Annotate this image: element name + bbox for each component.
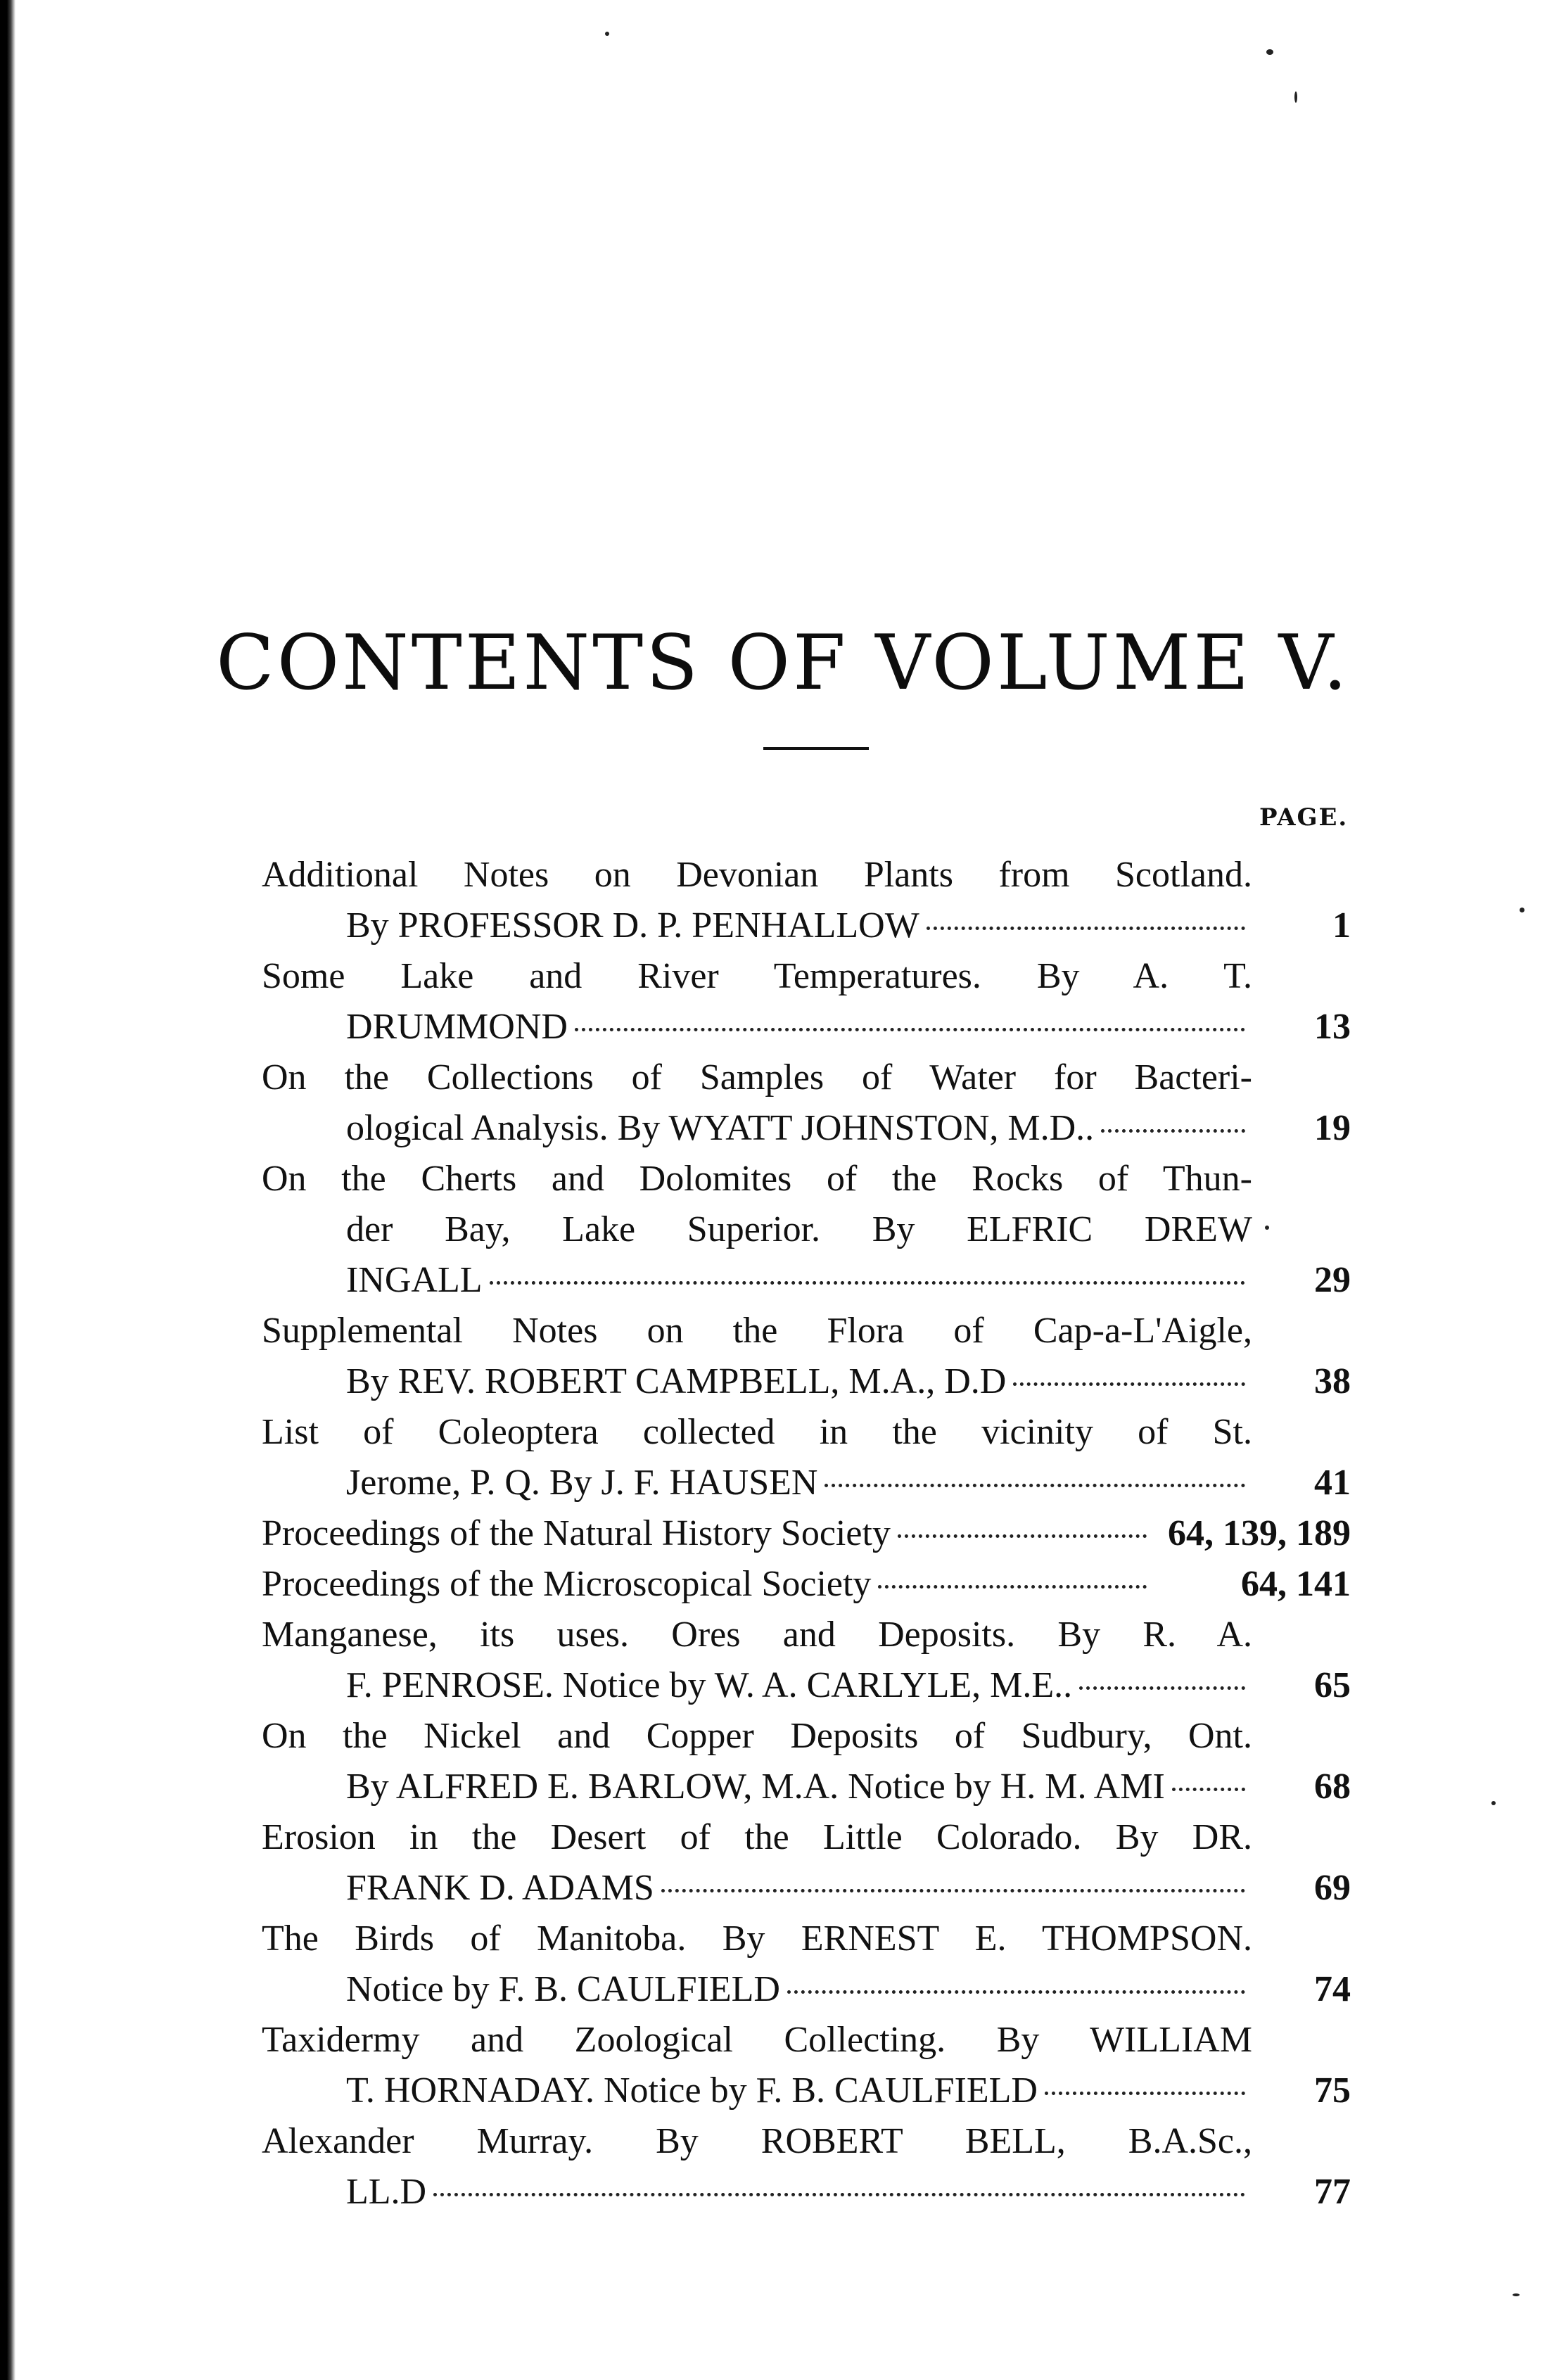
toc-line bbox=[262, 951, 1252, 1002]
toc-line-text: der Bay, Lake Superior. By ELFRIC DREW bbox=[346, 1209, 1252, 1249]
toc-entry bbox=[262, 1407, 1351, 1508]
toc-line bbox=[262, 1154, 1252, 1204]
toc-line bbox=[262, 1306, 1252, 1356]
toc-line bbox=[262, 1356, 1252, 1407]
toc-line-text: DRUMMOND bbox=[346, 1007, 568, 1047]
toc-line-text: Notice by F. B. CAULFIELD bbox=[346, 1969, 780, 2009]
toc-line bbox=[262, 1964, 1252, 2015]
toc-line bbox=[262, 1914, 1252, 1964]
toc-entry-text bbox=[262, 1306, 1266, 1407]
toc-line-text: Some Lake and River Temperatures. By A. T. bbox=[262, 956, 1252, 996]
print-speck bbox=[1491, 1801, 1496, 1805]
toc-entry-text bbox=[262, 1154, 1266, 1306]
dot-leader bbox=[787, 1990, 1245, 1994]
table-of-contents bbox=[262, 850, 1351, 2217]
toc-line-text: List of Coleoptera collected in the vicinity of St. bbox=[262, 1412, 1252, 1452]
toc-entry bbox=[262, 2015, 1351, 2116]
toc-line bbox=[262, 1458, 1252, 1508]
toc-line-text: Proceedings of the Microscopical Society bbox=[262, 1564, 872, 1604]
toc-entry-text bbox=[262, 1914, 1266, 2015]
toc-entry bbox=[262, 850, 1351, 951]
toc-line-text: Jerome, P. Q. By J. F. HAUSEN bbox=[346, 1463, 818, 1503]
toc-line bbox=[262, 1508, 1154, 1559]
toc-page-number: 77 bbox=[1314, 2172, 1351, 2212]
toc-line-text: On the Collections of Samples of Water for Bacteri- bbox=[262, 1057, 1252, 1097]
print-speck bbox=[605, 32, 609, 36]
dot-leader bbox=[1013, 1382, 1245, 1386]
dot-leader bbox=[1172, 1788, 1245, 1791]
toc-page-number: 64, 141 bbox=[1241, 1564, 1351, 1604]
toc-line-text: F. PENROSE. Notice by W. A. CARLYLE, M.E.. bbox=[346, 1665, 1073, 1705]
page-column-label: PAGE. bbox=[1259, 803, 1349, 832]
toc-page-number: 65 bbox=[1314, 1665, 1351, 1705]
toc-page-number: 69 bbox=[1314, 1868, 1351, 1908]
toc-entry bbox=[262, 1914, 1351, 2015]
toc-entry bbox=[262, 1154, 1351, 1306]
toc-line bbox=[262, 1812, 1252, 1863]
toc-line bbox=[262, 901, 1252, 951]
toc-line-text: Alexander Murray. By ROBERT BELL, B.A.Sc., bbox=[262, 2121, 1252, 2161]
toc-line-text: By REV. ROBERT CAMPBELL, M.A., D.D bbox=[346, 1361, 1007, 1401]
page-title: CONTENTS OF VOLUME V. bbox=[216, 619, 1350, 707]
toc-entry-text bbox=[262, 1610, 1266, 1711]
print-speck bbox=[1294, 91, 1297, 103]
toc-line-text: T. HORNADAY. Notice by F. B. CAULFIELD bbox=[346, 2070, 1038, 2111]
toc-line-text: Proceedings of the Natural History Society bbox=[262, 1513, 891, 1553]
toc-entry-text bbox=[262, 1508, 1168, 1559]
toc-page-number: 29 bbox=[1314, 1260, 1351, 1300]
toc-entry bbox=[262, 1610, 1351, 1711]
toc-line-text: Supplemental Notes on the Flora of Cap-a-L'Aigle, bbox=[262, 1311, 1252, 1351]
toc-line-text: ological Analysis. By WYATT JOHNSTON, M.D.. bbox=[346, 1108, 1095, 1148]
toc-line-text: LL.D bbox=[346, 2172, 427, 2212]
toc-entry-text bbox=[262, 951, 1266, 1052]
toc-line-text: Erosion in the Desert of the Little Colorado. By DR. bbox=[262, 1817, 1252, 1857]
page-binding-edge bbox=[0, 0, 15, 2380]
toc-entry bbox=[262, 1508, 1351, 1559]
toc-entry-text bbox=[262, 1812, 1266, 1914]
toc-page-number: 41 bbox=[1314, 1463, 1351, 1503]
toc-page-number: 1 bbox=[1332, 905, 1351, 946]
toc-page-number: 74 bbox=[1314, 1969, 1351, 2009]
toc-line-text: Additional Notes on Devonian Plants from Scotland. bbox=[262, 855, 1252, 895]
toc-line-text: FRANK D. ADAMS bbox=[346, 1868, 654, 1908]
print-speck bbox=[1513, 2293, 1520, 2296]
dot-leader bbox=[927, 927, 1245, 930]
dot-leader bbox=[575, 1028, 1245, 1031]
toc-line bbox=[262, 2015, 1252, 2066]
toc-line-text: On the Cherts and Dolomites of the Rocks of Thun- bbox=[262, 1159, 1252, 1199]
toc-line bbox=[262, 1002, 1252, 1052]
toc-entry-text bbox=[262, 2015, 1266, 2116]
print-speck bbox=[1520, 908, 1524, 912]
toc-page-number: 75 bbox=[1314, 2070, 1351, 2111]
toc-entry bbox=[262, 951, 1351, 1052]
toc-line bbox=[262, 1407, 1252, 1458]
dot-leader bbox=[661, 1889, 1245, 1892]
dot-leader bbox=[490, 1281, 1245, 1285]
toc-entry-text bbox=[262, 1559, 1168, 1610]
dot-leader bbox=[878, 1585, 1147, 1589]
toc-line bbox=[262, 1255, 1252, 1306]
toc-entry bbox=[262, 1559, 1351, 1610]
title-rule bbox=[763, 747, 869, 750]
toc-entry bbox=[262, 1052, 1351, 1154]
toc-line bbox=[262, 850, 1252, 901]
toc-line bbox=[262, 1762, 1252, 1812]
toc-entry bbox=[262, 2116, 1351, 2217]
toc-page-number: 68 bbox=[1314, 1767, 1351, 1807]
toc-line-text: The Birds of Manitoba. By ERNEST E. THOMPSON. bbox=[262, 1918, 1252, 1959]
toc-entry-text bbox=[262, 850, 1266, 951]
toc-page-number: 38 bbox=[1314, 1361, 1351, 1401]
dot-leader bbox=[898, 1534, 1147, 1538]
toc-line bbox=[262, 1863, 1252, 1914]
toc-page-number: 13 bbox=[1314, 1007, 1351, 1047]
toc-line bbox=[262, 1052, 1252, 1103]
toc-line-text: By PROFESSOR D. P. PENHALLOW bbox=[346, 905, 919, 946]
toc-line bbox=[262, 1660, 1252, 1711]
toc-line bbox=[262, 2066, 1252, 2116]
dot-leader bbox=[1079, 1686, 1245, 1690]
toc-entry-text bbox=[262, 2116, 1266, 2217]
toc-page-number: 64, 139, 189 bbox=[1168, 1513, 1351, 1553]
toc-line bbox=[262, 2167, 1252, 2217]
print-speck bbox=[1266, 49, 1273, 55]
toc-page-number: 19 bbox=[1314, 1108, 1351, 1148]
toc-line-text: By ALFRED E. BARLOW, M.A. Notice by H. M. AMI bbox=[346, 1767, 1165, 1807]
dot-leader bbox=[825, 1484, 1245, 1487]
toc-line-text: Manganese, its uses. Ores and Deposits. By R. A. bbox=[262, 1615, 1252, 1655]
toc-line bbox=[262, 1711, 1252, 1762]
dot-leader bbox=[433, 2193, 1245, 2196]
dot-leader bbox=[1101, 1129, 1245, 1133]
toc-line-text: INGALL bbox=[346, 1260, 483, 1300]
toc-line bbox=[262, 1204, 1252, 1255]
toc-line bbox=[262, 1103, 1252, 1154]
toc-line bbox=[262, 2116, 1252, 2167]
toc-entry-text bbox=[262, 1407, 1266, 1508]
toc-line-text: On the Nickel and Copper Deposits of Sudbury, Ont. bbox=[262, 1716, 1252, 1756]
toc-entry bbox=[262, 1812, 1351, 1914]
toc-line bbox=[262, 1559, 1154, 1610]
toc-entry bbox=[262, 1711, 1351, 1812]
toc-entry-text bbox=[262, 1052, 1266, 1154]
toc-entry-text bbox=[262, 1711, 1266, 1812]
toc-line bbox=[262, 1610, 1252, 1660]
toc-line-text: Taxidermy and Zoological Collecting. By WILLIAM bbox=[262, 2020, 1252, 2060]
toc-entry bbox=[262, 1306, 1351, 1407]
dot-leader bbox=[1045, 2092, 1245, 2095]
